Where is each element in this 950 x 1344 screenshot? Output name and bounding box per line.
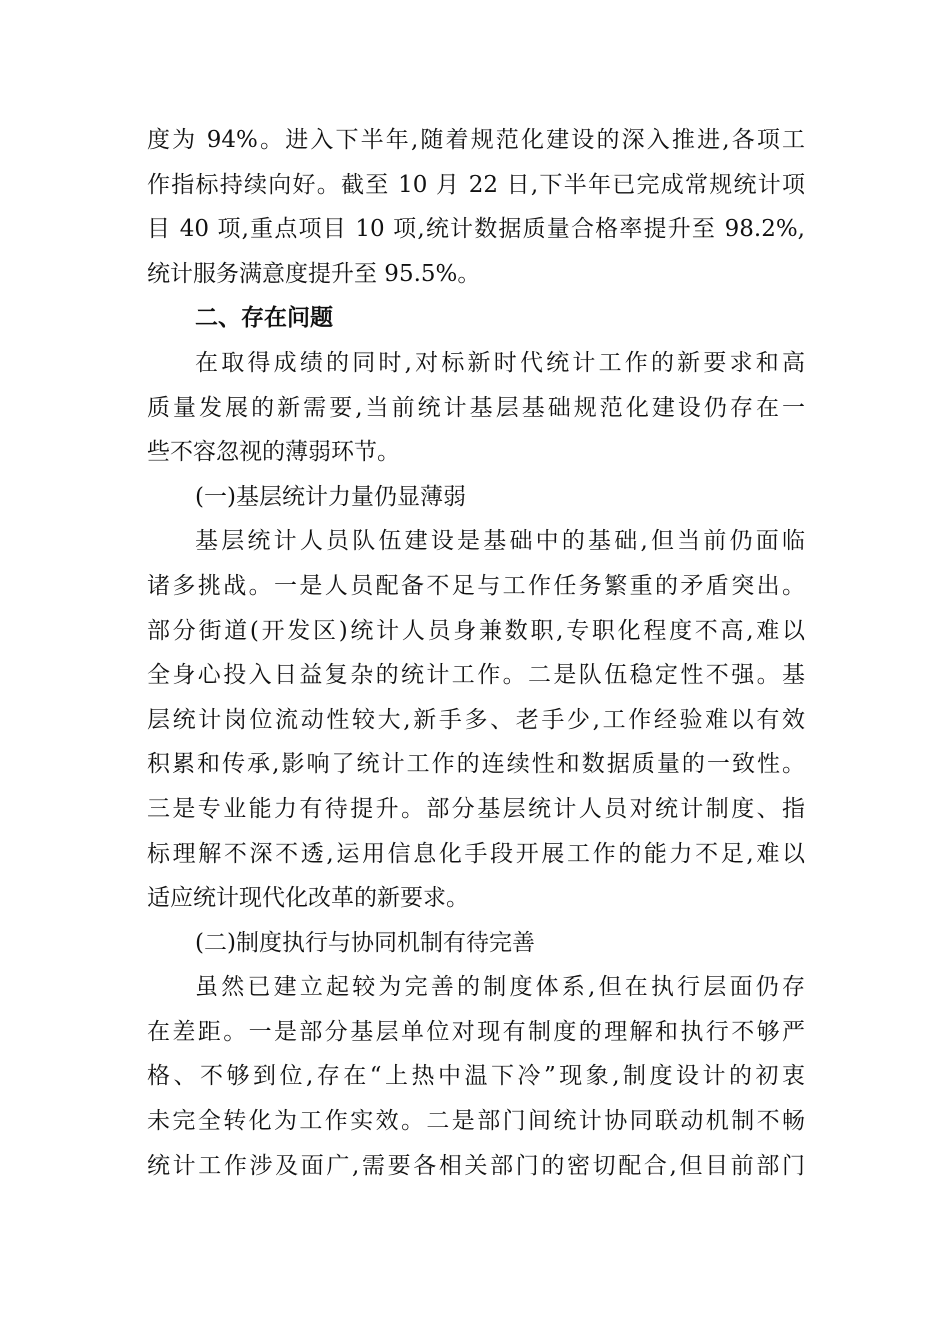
text-line: 三是专业能力有待提升。部分基层统计人员对统计制度、指 bbox=[147, 795, 805, 822]
text-line: 未完全转化为工作实效。二是部门间统计协同联动机制不畅 bbox=[147, 1108, 805, 1135]
text-line: 统计服务满意度提升至 95.5%。 bbox=[147, 260, 481, 287]
document-page bbox=[147, 118, 805, 1188]
text-line: 格、不够到位,存在“上热中温下冷”现象,制度设计的初衷 bbox=[147, 1063, 805, 1090]
text-line: 度为 94%。进入下半年,随着规范化建设的深入推进,各项工 bbox=[147, 127, 805, 153]
text-line: 目 40 项,重点项目 10 项,统计数据质量合格率提升至 98.2%, bbox=[147, 216, 805, 243]
paragraph bbox=[147, 118, 805, 296]
text-line: 全身心投入日益复杂的统计工作。二是队伍稳定性不强。基 bbox=[147, 662, 805, 689]
subsection-heading bbox=[147, 921, 805, 966]
subsection-heading bbox=[147, 475, 805, 520]
text-line: 标理解不深不透,运用信息化手段开展工作的能力不足,难以 bbox=[147, 840, 805, 867]
text-line: 部分街道(开发区)统计人员身兼数职,专职化程度不高,难以 bbox=[147, 617, 805, 644]
text-line: 作指标持续向好。截至 10 月 22 日,下半年已完成常规统计项 bbox=[147, 171, 805, 198]
text-line: (一)基层统计力量仍显薄弱 bbox=[195, 483, 466, 510]
text-line: 质量发展的新需要,当前统计基层基础规范化建设仍存在一 bbox=[147, 394, 805, 421]
section-heading bbox=[147, 296, 805, 341]
text-line: 基层统计人员队伍建设是基础中的基础,但当前仍面临 bbox=[195, 528, 805, 555]
text-line: 虽然已建立起较为完善的制度体系,但在执行层面仍存 bbox=[195, 974, 805, 1001]
text-line: 适应统计现代化改革的新要求。 bbox=[147, 885, 469, 912]
text-line: 在差距。一是部分基层单位对现有制度的理解和执行不够严 bbox=[147, 1018, 805, 1045]
paragraph bbox=[147, 965, 805, 1188]
text-line: 在取得成绩的同时,对标新时代统计工作的新要求和高 bbox=[195, 349, 805, 376]
text-line: 统计工作涉及面广,需要各相关部门的密切配合,但目前部门 bbox=[147, 1152, 805, 1179]
text-line: 积累和传承,影响了统计工作的连续性和数据质量的一致性。 bbox=[147, 751, 805, 778]
text-line: 诸多挑战。一是人员配备不足与工作任务繁重的矛盾突出。 bbox=[147, 572, 805, 599]
text-line: (二)制度执行与协同机制有待完善 bbox=[195, 929, 535, 956]
text-line: 些不容忽视的薄弱环节。 bbox=[147, 439, 400, 466]
text-line: 层统计岗位流动性较大,新手多、老手少,工作经验难以有效 bbox=[147, 706, 805, 733]
paragraph bbox=[147, 519, 805, 920]
text-line: 二、存在问题 bbox=[195, 305, 333, 332]
paragraph bbox=[147, 341, 805, 475]
